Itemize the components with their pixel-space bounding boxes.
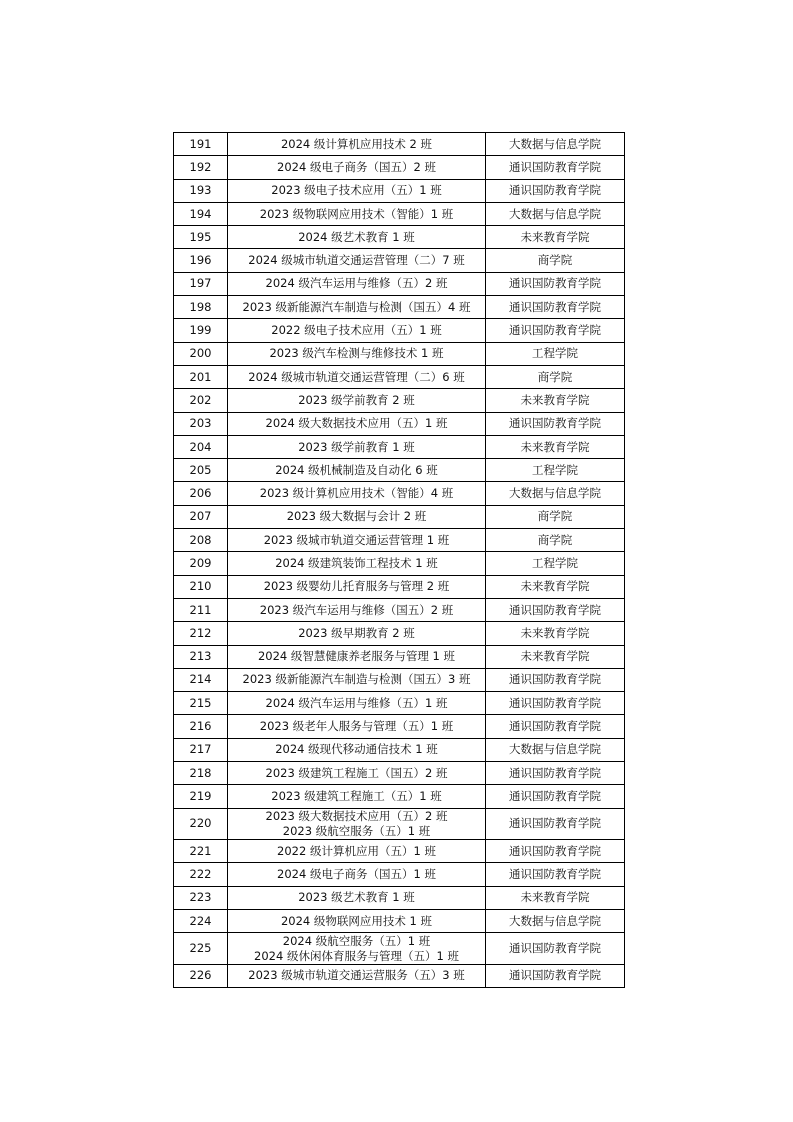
- row-number: 223: [174, 886, 228, 909]
- table-row: [174, 249, 625, 272]
- class-name-cell: [228, 645, 486, 668]
- college-name: 未来教育学院: [486, 622, 625, 645]
- class-name-cell: [228, 863, 486, 886]
- table-row: [174, 296, 625, 319]
- table-row: [174, 133, 625, 156]
- row-number: 221: [174, 840, 228, 863]
- class-name: 2024 级电子商务（国五）1 班: [277, 867, 436, 882]
- class-name-cell: [228, 933, 486, 965]
- class-name-cell: [228, 715, 486, 738]
- class-name: 2024 级现代移动通信技术 1 班: [275, 742, 438, 757]
- class-name: 2023 级物联网应用技术（智能）1 班: [259, 206, 454, 221]
- class-name-cell: [228, 552, 486, 575]
- class-name-cell: [228, 692, 486, 715]
- row-number: 213: [174, 645, 228, 668]
- class-name: 2024 级汽车运用与维修（五）2 班: [265, 276, 448, 291]
- college-name: 大数据与信息学院: [486, 202, 625, 225]
- college-name: 工程学院: [486, 459, 625, 482]
- class-name: 2023 级汽车检测与维修技术 1 班: [269, 346, 444, 361]
- table-row: [174, 715, 625, 738]
- table-row: [174, 645, 625, 668]
- table-row: [174, 319, 625, 342]
- class-name: 2023 级建筑工程施工（国五）2 班: [265, 765, 448, 780]
- class-name: 2024 级建筑装饰工程技术 1 班: [275, 555, 438, 570]
- college-name: 通识国防教育学院: [486, 863, 625, 886]
- college-name: 通识国防教育学院: [486, 668, 625, 691]
- table-row: [174, 156, 625, 179]
- class-name: 2024 级城市轨道交通运营管理（二）6 班: [248, 369, 465, 384]
- class-name-cell: [228, 964, 486, 987]
- college-name: 工程学院: [486, 342, 625, 365]
- class-name: 2023 级新能源汽车制造与检测（国五）4 班: [242, 299, 471, 314]
- college-name: 通识国防教育学院: [486, 296, 625, 319]
- table-row: [174, 529, 625, 552]
- class-name: 2024 级航空服务（五）1 班: [282, 933, 431, 948]
- table-row: [174, 886, 625, 909]
- row-number: 212: [174, 622, 228, 645]
- table-row: [174, 435, 625, 458]
- table-row: [174, 863, 625, 886]
- class-name-cell: [228, 389, 486, 412]
- college-name: 工程学院: [486, 552, 625, 575]
- college-name: 通识国防教育学院: [486, 272, 625, 295]
- class-name-cell: [228, 249, 486, 272]
- class-name-cell: [228, 808, 486, 840]
- table-row: [174, 365, 625, 388]
- row-number: 208: [174, 529, 228, 552]
- row-number: 194: [174, 202, 228, 225]
- college-name: 商学院: [486, 365, 625, 388]
- class-name: 2023 级学前教育 2 班: [298, 392, 415, 407]
- row-number: 204: [174, 435, 228, 458]
- class-name-cell: [228, 202, 486, 225]
- college-name: 大数据与信息学院: [486, 910, 625, 933]
- table-row: [174, 459, 625, 482]
- college-name: 大数据与信息学院: [486, 133, 625, 156]
- college-name: 通识国防教育学院: [486, 964, 625, 987]
- class-name-cell: [228, 435, 486, 458]
- row-number: 200: [174, 342, 228, 365]
- class-name: 2023 级计算机应用技术（智能）4 班: [259, 486, 454, 501]
- row-number: 222: [174, 863, 228, 886]
- row-number: 215: [174, 692, 228, 715]
- class-name-cell: [228, 762, 486, 785]
- row-number: 226: [174, 964, 228, 987]
- row-number: 224: [174, 910, 228, 933]
- row-number: 216: [174, 715, 228, 738]
- row-number: 214: [174, 668, 228, 691]
- table-row: [174, 482, 625, 505]
- college-name: 商学院: [486, 529, 625, 552]
- college-name: 通识国防教育学院: [486, 598, 625, 621]
- table-row: [174, 692, 625, 715]
- college-name: 通识国防教育学院: [486, 179, 625, 202]
- class-name: 2023 级城市轨道交通运营管理 1 班: [263, 532, 450, 547]
- college-name: 通识国防教育学院: [486, 840, 625, 863]
- table-row: [174, 762, 625, 785]
- class-name-cell: [228, 910, 486, 933]
- class-name: 2024 级机械制造及自动化 6 班: [275, 462, 438, 477]
- class-name: 2023 级城市轨道交通运营服务（五）3 班: [248, 968, 465, 983]
- table-row: [174, 910, 625, 933]
- table-row: [174, 808, 625, 840]
- college-name: 通识国防教育学院: [486, 785, 625, 808]
- table-row: [174, 738, 625, 761]
- class-name-cell: [228, 156, 486, 179]
- class-name-cell: [228, 622, 486, 645]
- class-name: 2024 级电子商务（国五）2 班: [277, 159, 436, 174]
- class-name-cell: [228, 886, 486, 909]
- table-row: [174, 964, 625, 987]
- row-number: 205: [174, 459, 228, 482]
- college-name: 未来教育学院: [486, 435, 625, 458]
- row-number: 207: [174, 505, 228, 528]
- class-name: 2023 级电子技术应用（五）1 班: [271, 183, 442, 198]
- class-name: 2023 级婴幼儿托育服务与管理 2 班: [263, 579, 450, 594]
- row-number: 220: [174, 808, 228, 840]
- class-name: 2024 级艺术教育 1 班: [298, 229, 415, 244]
- class-name-cell: [228, 482, 486, 505]
- class-name: 2024 级汽车运用与维修（五）1 班: [265, 695, 448, 710]
- row-number: 196: [174, 249, 228, 272]
- college-name: 商学院: [486, 249, 625, 272]
- row-number: 193: [174, 179, 228, 202]
- row-number: 206: [174, 482, 228, 505]
- college-name: 未来教育学院: [486, 575, 625, 598]
- class-name: 2024 级计算机应用技术 2 班: [280, 136, 433, 151]
- class-name: 2023 级建筑工程施工（五）1 班: [271, 788, 442, 803]
- class-name-cell: [228, 668, 486, 691]
- class-name-cell: [228, 296, 486, 319]
- college-name: 大数据与信息学院: [486, 482, 625, 505]
- table-row: [174, 272, 625, 295]
- college-name: 未来教育学院: [486, 226, 625, 249]
- class-name: 2023 级早期教育 2 班: [298, 625, 415, 640]
- college-name: 通识国防教育学院: [486, 692, 625, 715]
- class-name: 2023 级老年人服务与管理（五）1 班: [259, 719, 454, 734]
- class-name: 2023 级大数据技术应用（五）2 班: [265, 808, 448, 823]
- class-name-cell: [228, 459, 486, 482]
- class-name: 2024 级休闲体育服务与管理（五）1 班: [254, 948, 459, 963]
- class-name-cell: [228, 738, 486, 761]
- table-row: [174, 840, 625, 863]
- table-row: [174, 412, 625, 435]
- college-name: 商学院: [486, 505, 625, 528]
- college-name: 通识国防教育学院: [486, 156, 625, 179]
- class-name: 2023 级学前教育 1 班: [298, 439, 415, 454]
- class-name: 2024 级物联网应用技术 1 班: [280, 913, 433, 928]
- table-row: [174, 575, 625, 598]
- class-name-cell: [228, 179, 486, 202]
- class-name-cell: [228, 133, 486, 156]
- table-row: [174, 785, 625, 808]
- row-number: 198: [174, 296, 228, 319]
- class-name-cell: [228, 785, 486, 808]
- college-name: 通识国防教育学院: [486, 933, 625, 965]
- table-row: [174, 552, 625, 575]
- college-name: 通识国防教育学院: [486, 319, 625, 342]
- class-name: 2023 级航空服务（五）1 班: [282, 823, 431, 838]
- table-row: [174, 622, 625, 645]
- class-name-cell: [228, 598, 486, 621]
- row-number: 202: [174, 389, 228, 412]
- college-name: 通识国防教育学院: [486, 715, 625, 738]
- class-name-cell: [228, 529, 486, 552]
- class-name-cell: [228, 365, 486, 388]
- college-name: 未来教育学院: [486, 886, 625, 909]
- college-name: 通识国防教育学院: [486, 762, 625, 785]
- college-name: 通识国防教育学院: [486, 412, 625, 435]
- row-number: 192: [174, 156, 228, 179]
- table-row: [174, 933, 625, 965]
- table-row: [174, 668, 625, 691]
- class-name-cell: [228, 505, 486, 528]
- class-roster-table: [173, 132, 625, 988]
- class-name: 2023 级大数据与会计 2 班: [286, 509, 427, 524]
- class-name: 2024 级城市轨道交通运营管理（二）7 班: [248, 253, 465, 268]
- row-number: 197: [174, 272, 228, 295]
- class-name-cell: [228, 575, 486, 598]
- row-number: 210: [174, 575, 228, 598]
- table-row: [174, 598, 625, 621]
- college-name: 通识国防教育学院: [486, 808, 625, 840]
- row-number: 201: [174, 365, 228, 388]
- class-name-cell: [228, 319, 486, 342]
- table-row: [174, 342, 625, 365]
- class-name-cell: [228, 342, 486, 365]
- row-number: 191: [174, 133, 228, 156]
- class-name-cell: [228, 412, 486, 435]
- college-name: 大数据与信息学院: [486, 738, 625, 761]
- row-number: 225: [174, 933, 228, 965]
- class-name-cell: [228, 840, 486, 863]
- row-number: 217: [174, 738, 228, 761]
- table-row: [174, 389, 625, 412]
- table-row: [174, 202, 625, 225]
- row-number: 199: [174, 319, 228, 342]
- row-number: 211: [174, 598, 228, 621]
- roster-body: [174, 133, 625, 988]
- class-name-cell: [228, 226, 486, 249]
- row-number: 218: [174, 762, 228, 785]
- row-number: 219: [174, 785, 228, 808]
- class-name: 2023 级汽车运用与维修（国五）2 班: [259, 602, 454, 617]
- table-row: [174, 505, 625, 528]
- college-name: 未来教育学院: [486, 389, 625, 412]
- class-name: 2023 级新能源汽车制造与检测（国五）3 班: [242, 672, 471, 687]
- table-row: [174, 226, 625, 249]
- table-row: [174, 179, 625, 202]
- college-name: 未来教育学院: [486, 645, 625, 668]
- class-name: 2022 级计算机应用（五）1 班: [277, 843, 436, 858]
- class-name: 2024 级智慧健康养老服务与管理 1 班: [257, 649, 456, 664]
- class-name: 2023 级艺术教育 1 班: [298, 890, 415, 905]
- class-name-cell: [228, 272, 486, 295]
- row-number: 195: [174, 226, 228, 249]
- row-number: 209: [174, 552, 228, 575]
- class-name: 2022 级电子技术应用（五）1 班: [271, 323, 442, 338]
- class-name: 2024 级大数据技术应用（五）1 班: [265, 416, 448, 431]
- row-number: 203: [174, 412, 228, 435]
